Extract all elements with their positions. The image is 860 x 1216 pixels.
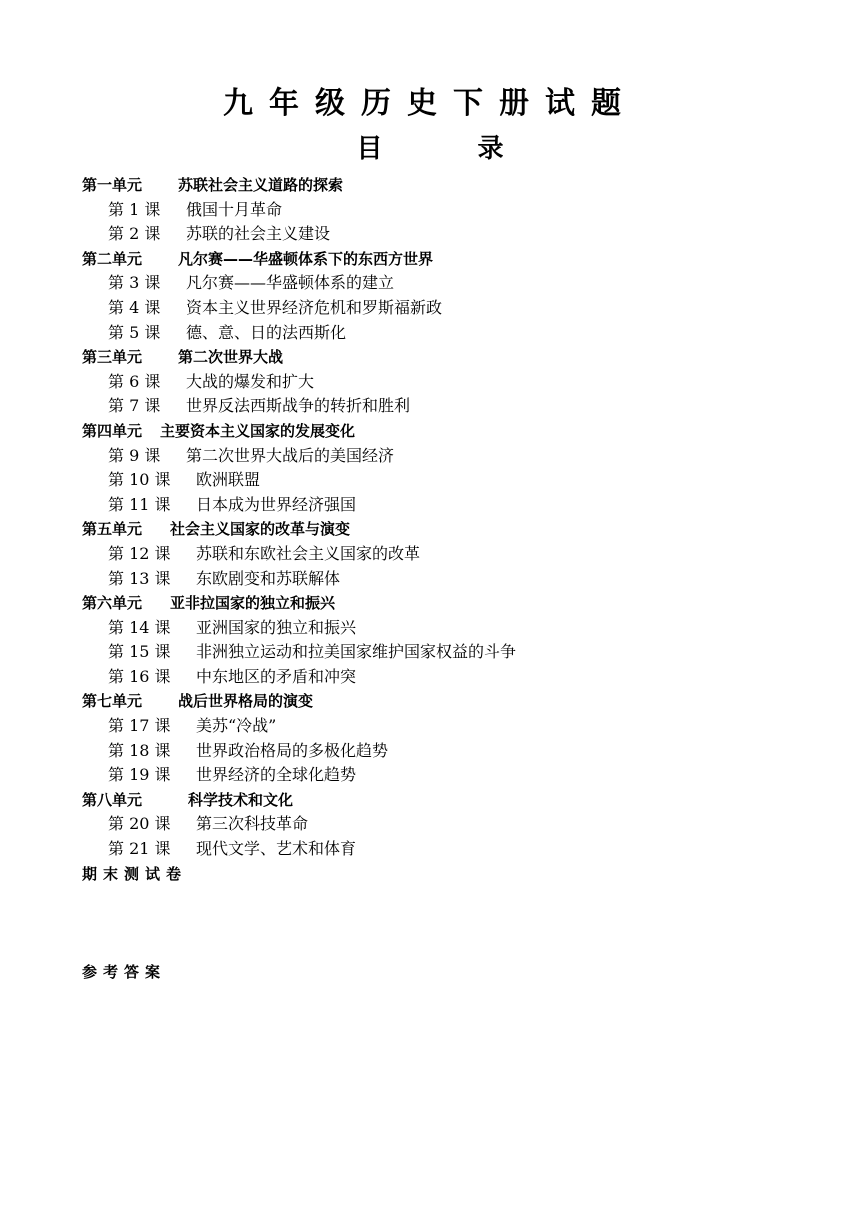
lesson-title: 大战的爆发和扩大: [186, 371, 315, 391]
lesson-entry: [82, 370, 822, 395]
unit-title: 社会主义国家的改革与演变: [170, 520, 351, 539]
lesson-number: 第 14 课: [108, 617, 171, 637]
lesson-entry: [82, 444, 822, 469]
lesson-number: 第 16 课: [108, 666, 171, 686]
lesson-title: 第三次科技革命: [196, 814, 309, 834]
lesson-title: 日本成为世界经济强国: [196, 494, 357, 514]
lesson-title: 中东地区的矛盾和冲突: [196, 666, 357, 686]
lesson-entry: [82, 542, 822, 567]
lesson-title: 凡尔赛——华盛顿体系的建立: [186, 273, 395, 293]
lesson-number: 第 6 课: [108, 371, 161, 391]
lesson-number: 第 2 课: [108, 224, 161, 244]
table-of-contents: [82, 173, 822, 886]
unit-number: 第三单元: [82, 348, 143, 367]
lesson-number: 第 4 课: [108, 297, 161, 317]
lesson-entry: [82, 763, 822, 788]
lesson-entry: [82, 812, 822, 837]
lesson-entry: [82, 468, 822, 493]
lesson-title: 世界反法西斯战争的转折和胜利: [186, 396, 411, 416]
unit-heading: [82, 517, 822, 542]
lesson-title: 世界经济的全球化趋势: [196, 765, 357, 785]
unit-number: 第六单元: [82, 594, 143, 613]
unit-heading: [82, 173, 822, 198]
lesson-entry: [82, 493, 822, 518]
lesson-title: 德、意、日的法西斯化: [186, 322, 347, 342]
final-exam-entry: 期末测试卷: [82, 864, 188, 883]
lesson-number: 第 21 课: [108, 839, 171, 859]
unit-number: 第四单元: [82, 421, 143, 440]
lesson-entry: [82, 665, 822, 690]
lesson-number: 第 10 课: [108, 470, 171, 490]
lesson-number: 第 15 课: [108, 642, 171, 662]
unit-number: 第七单元: [82, 692, 143, 711]
lesson-title: 美苏“冷战”: [196, 716, 277, 736]
lesson-entry: [82, 714, 822, 739]
lesson-title: 资本主义世界经济危机和罗斯福新政: [186, 297, 443, 317]
unit-title: 主要资本主义国家的发展变化: [160, 421, 356, 440]
lesson-title: 世界政治格局的多极化趋势: [196, 740, 389, 760]
unit-title: 亚非拉国家的独立和振兴: [170, 594, 336, 613]
unit-heading: [82, 788, 822, 813]
lesson-number: 第 5 课: [108, 322, 161, 342]
unit-title: 第二次世界大战: [178, 348, 284, 367]
lesson-number: 第 13 课: [108, 568, 171, 588]
lesson-entry: [82, 616, 822, 641]
lesson-entry: [82, 640, 822, 665]
page-title: 九年级历史下册试题: [223, 86, 637, 121]
lesson-entry: [82, 837, 822, 862]
unit-heading: [82, 591, 822, 616]
lesson-title: 第二次世界大战后的美国经济: [186, 445, 395, 465]
lesson-title: 亚洲国家的独立和振兴: [196, 617, 357, 637]
lesson-number: 第 7 课: [108, 396, 161, 416]
lesson-title: 东欧剧变和苏联解体: [196, 568, 341, 588]
answer-key-heading: 参考答案: [82, 963, 167, 981]
lesson-number: 第 12 课: [108, 543, 171, 563]
unit-heading: [82, 247, 822, 272]
lesson-entry: [82, 567, 822, 592]
lesson-number: 第 9 课: [108, 445, 161, 465]
unit-number: 第八单元: [82, 790, 143, 809]
lesson-title: 苏联的社会主义建设: [186, 224, 331, 244]
lesson-entry: [82, 296, 822, 321]
lesson-entry: [82, 321, 822, 346]
lesson-entry: [82, 739, 822, 764]
lesson-title: 俄国十月革命: [186, 199, 283, 219]
lesson-number: 第 11 课: [108, 494, 171, 514]
lesson-number: 第 20 课: [108, 814, 171, 834]
unit-title: 凡尔赛——华盛顿体系下的东西方世界: [178, 249, 434, 268]
unit-heading: [82, 419, 822, 444]
unit-title: 苏联社会主义道路的探索: [178, 176, 344, 194]
lesson-entry: [82, 222, 822, 247]
lesson-number: 第 18 课: [108, 740, 171, 760]
lesson-title: 现代文学、艺术和体育: [196, 839, 357, 859]
unit-title: 战后世界格局的演变: [178, 692, 314, 711]
unit-number: 第一单元: [82, 176, 143, 194]
unit-number: 第五单元: [82, 520, 143, 539]
toc-heading: 目 录: [356, 134, 504, 164]
lesson-title: 欧洲联盟: [196, 470, 261, 490]
lesson-title: 非洲独立运动和拉美国家维护国家权益的斗争: [196, 642, 517, 662]
unit-number: 第二单元: [82, 249, 143, 268]
unit-heading: [82, 345, 822, 370]
lesson-number: 第 1 课: [108, 199, 161, 219]
lesson-number: 第 17 课: [108, 716, 171, 736]
lesson-entry: [82, 198, 822, 223]
lesson-number: 第 19 课: [108, 765, 171, 785]
lesson-title: 苏联和东欧社会主义国家的改革: [196, 543, 421, 563]
unit-heading: [82, 689, 822, 714]
lesson-entry: [82, 394, 822, 419]
lesson-entry: [82, 271, 822, 296]
unit-title: 科学技术和文化: [188, 790, 294, 809]
lesson-number: 第 3 课: [108, 273, 161, 293]
